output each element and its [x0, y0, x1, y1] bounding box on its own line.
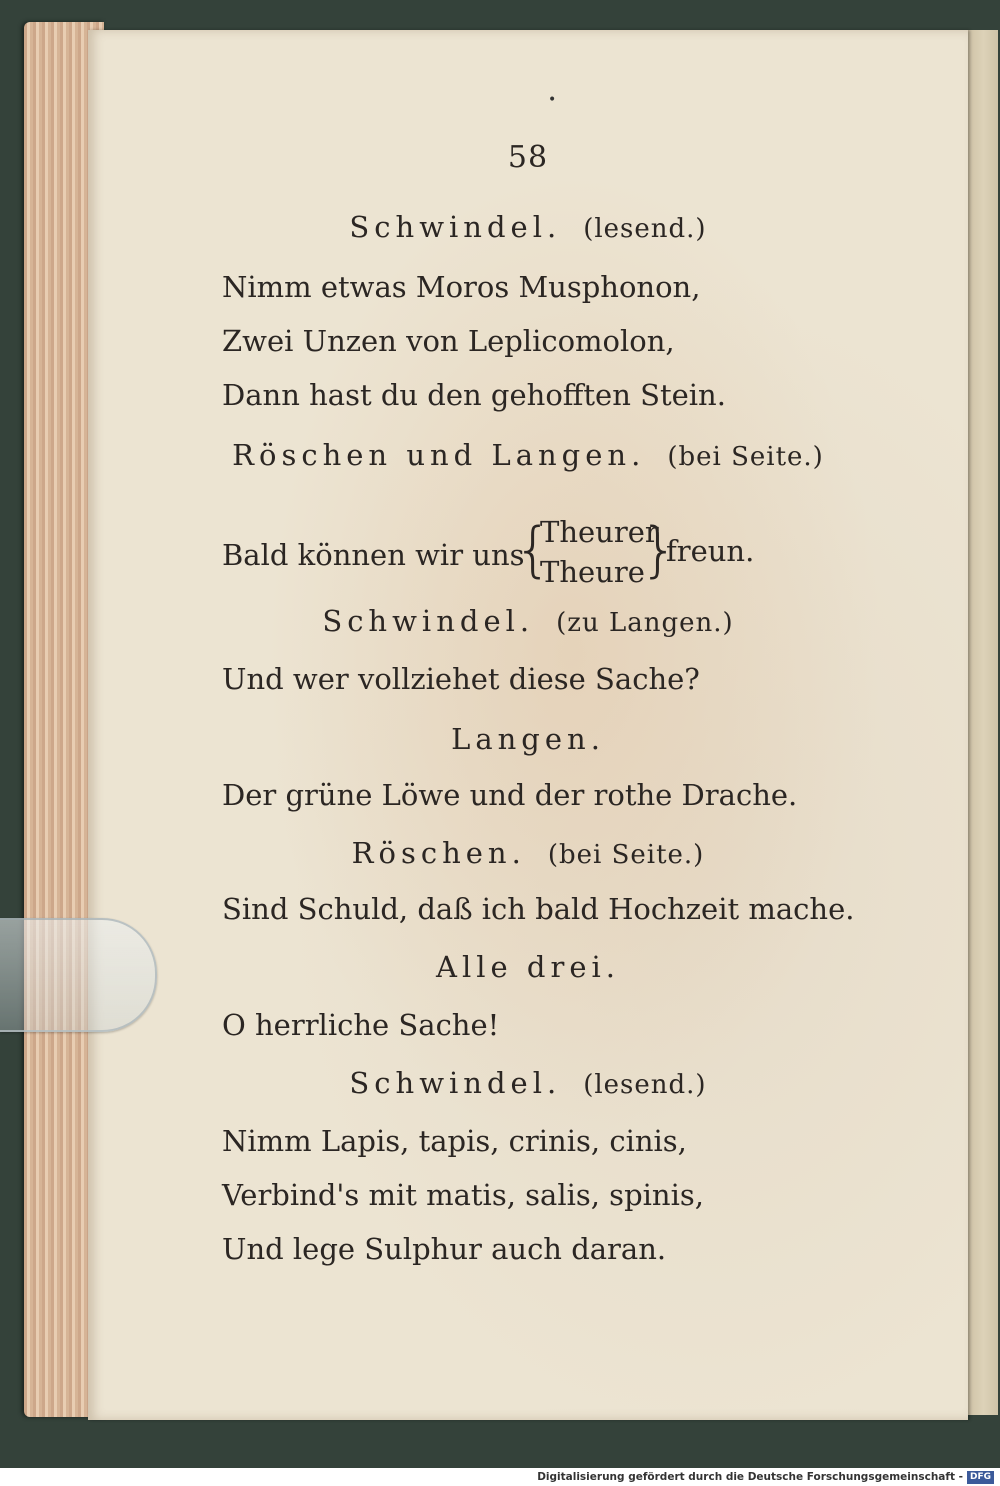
brace-line-after: freun.	[666, 534, 755, 568]
stage-direction: (zu Langen.)	[556, 608, 734, 638]
speaker-heading	[88, 722, 968, 756]
speaker-name: Schwindel.	[349, 1066, 562, 1100]
stage-direction: (lesend.)	[583, 1070, 707, 1100]
speaker-name: Alle drei.	[436, 950, 620, 984]
page-clip	[0, 918, 157, 1032]
left-brace-icon: {	[514, 515, 553, 585]
verse-line: Dann hast du den gehofften Stein.	[222, 378, 726, 412]
verse-line: Verbind's mit matis, salis, spinis,	[222, 1178, 704, 1212]
speaker-name: Langen.	[451, 722, 605, 756]
brace-option: Theure	[540, 555, 645, 589]
brace-line-before: Bald können wir uns	[222, 538, 525, 572]
speaker-heading	[88, 604, 968, 638]
right-brace-icon: }	[640, 515, 679, 585]
verse-line: Nimm Lapis, tapis, crinis, cinis,	[222, 1124, 687, 1158]
verse-line: Nimm etwas Moros Musphonon,	[222, 270, 701, 304]
page-text	[88, 30, 968, 1420]
ink-mark: •	[548, 92, 557, 108]
speaker-name: Schwindel.	[322, 604, 535, 638]
brace-verse-line	[222, 512, 822, 602]
book-page	[88, 30, 968, 1420]
speaker-heading	[88, 438, 968, 472]
speaker-name: Röschen.	[351, 836, 526, 870]
brace-option: Theurer	[540, 515, 659, 549]
stage-direction: (lesend.)	[583, 214, 707, 244]
speaker-heading	[88, 210, 968, 244]
stage-direction: (bei Seite.)	[547, 840, 705, 870]
page-number: 58	[507, 140, 549, 175]
footer-bar	[0, 1468, 1000, 1486]
speaker-heading	[88, 950, 968, 984]
verse-line: Und lege Sulphur auch daran.	[222, 1232, 667, 1266]
verse-line: O herrliche Sache!	[222, 1008, 500, 1042]
dfg-logo: DFG	[967, 1471, 994, 1484]
verse-line: Und wer vollziehet diese Sache?	[222, 662, 700, 696]
footer-credit: Digitalisierung gefördert durch die Deutsche Forschungsgemeinschaft -	[537, 1471, 963, 1483]
verse-line: Zwei Unzen von Leplicomolon,	[222, 324, 675, 358]
verse-line: Sind Schuld, daß ich bald Hochzeit mache.	[222, 892, 855, 926]
speaker-name: Röschen und Langen.	[232, 438, 646, 472]
speaker-heading	[88, 836, 968, 870]
speaker-heading	[88, 1066, 968, 1100]
speaker-name: Schwindel.	[349, 210, 562, 244]
stage-direction: (bei Seite.)	[667, 442, 824, 472]
verse-line: Der grüne Löwe und der rothe Drache.	[222, 778, 798, 812]
